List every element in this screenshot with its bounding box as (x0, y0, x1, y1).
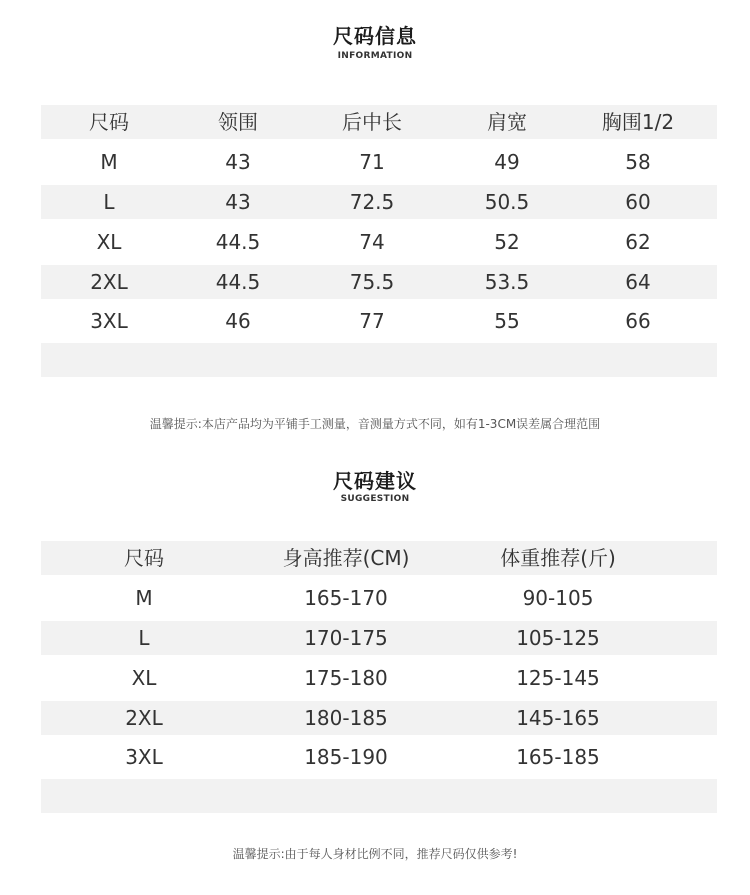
table-cell: 64 (625, 270, 651, 294)
table-row (41, 185, 717, 219)
table-cell: 3XL (90, 309, 128, 333)
table-cell: 66 (625, 309, 651, 333)
table-cell: L (138, 626, 150, 650)
table-cell: 46 (225, 309, 251, 333)
table-cell: 49 (494, 150, 520, 174)
table-cell: 2XL (125, 706, 163, 730)
table-cell: 75.5 (349, 270, 395, 294)
table-row (41, 581, 717, 615)
header-cell: 肩宽 (487, 110, 527, 134)
table-cell: M (100, 150, 118, 174)
table-cell: 74 (359, 230, 385, 254)
table-cell: 125-145 (516, 666, 600, 690)
table-cell: XL (131, 666, 157, 690)
table-empty-row (41, 343, 717, 377)
header-cell: 尺码 (124, 546, 164, 570)
table-cell: 72.5 (349, 190, 395, 214)
table-row (41, 304, 717, 338)
table-cell: 165-170 (304, 586, 388, 610)
table-cell: 180-185 (304, 706, 388, 730)
table-row (41, 661, 717, 695)
table-row (41, 225, 717, 259)
table-cell: 43 (225, 150, 251, 174)
table-row (41, 740, 717, 774)
table-cell: 53.5 (484, 270, 530, 294)
table-cell: 44.5 (215, 230, 261, 254)
suggestion-note: 温馨提示:由于每人身材比例不同，推荐尺码仅供参考! (232, 847, 518, 861)
suggestion-subtitle: SUGGESTION (340, 494, 410, 504)
header-cell: 领围 (218, 110, 258, 134)
table-cell: 3XL (125, 745, 163, 769)
table-empty-row (41, 779, 717, 813)
table-cell: 170-175 (304, 626, 388, 650)
table-cell: L (103, 190, 115, 214)
table-cell: 44.5 (215, 270, 261, 294)
table-cell: 185-190 (304, 745, 388, 769)
table-cell: 175-180 (304, 666, 388, 690)
table-cell: XL (96, 230, 122, 254)
info-title: 尺码信息 (333, 24, 417, 48)
table-header-row (41, 541, 717, 575)
table-cell: 2XL (90, 270, 128, 294)
info-note: 温馨提示:本店产品均为平铺手工测量，音测量方式不同，如有1-3CM误差属合理范围 (149, 417, 601, 431)
header-cell: 尺码 (89, 110, 129, 134)
table-row (41, 265, 717, 299)
table-cell: 145-165 (516, 706, 600, 730)
table-row (41, 621, 717, 655)
suggestion-title: 尺码建议 (333, 469, 417, 493)
table-cell: 90-105 (522, 586, 594, 610)
table-cell: 55 (494, 309, 520, 333)
table-cell: 52 (494, 230, 520, 254)
table-row (41, 145, 717, 179)
table-header-row (41, 105, 717, 139)
table-cell: 105-125 (516, 626, 600, 650)
table-cell: 43 (225, 190, 251, 214)
header-cell: 身高推荐(CM) (282, 546, 410, 570)
size-info-table (41, 105, 717, 377)
header-cell: 后中长 (342, 110, 402, 134)
header-cell: 胸围1/2 (601, 110, 675, 134)
table-cell: 77 (359, 309, 385, 333)
table-cell: 71 (359, 150, 385, 174)
table-cell: 58 (625, 150, 651, 174)
table-row (41, 701, 717, 735)
info-subtitle: INFORMATION (337, 51, 413, 61)
table-cell: 50.5 (484, 190, 530, 214)
table-cell: 165-185 (516, 745, 600, 769)
table-cell: 62 (625, 230, 651, 254)
size-suggestion-table (41, 541, 717, 813)
table-cell: M (135, 586, 153, 610)
header-cell: 体重推荐(斤) (500, 546, 616, 570)
table-cell: 60 (625, 190, 651, 214)
